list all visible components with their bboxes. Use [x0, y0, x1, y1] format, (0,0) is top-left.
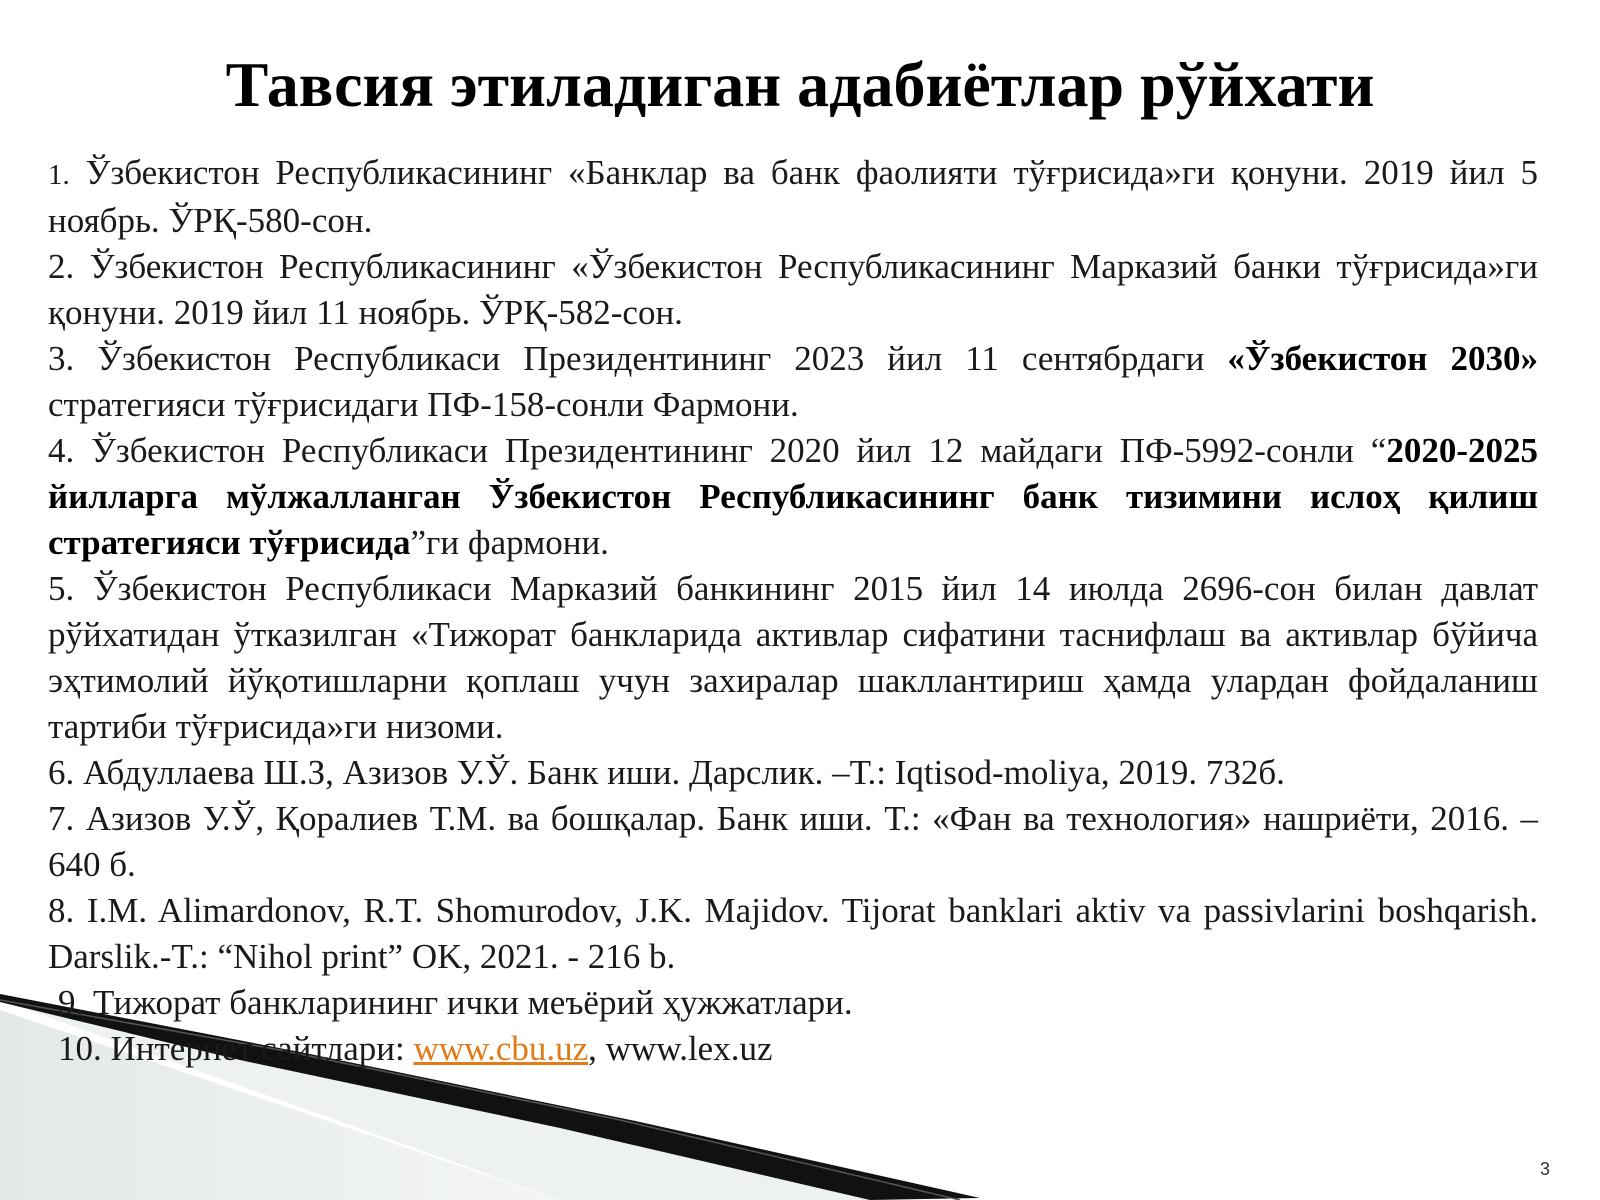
reference-item-5: 5. Ўзбекистон Республикаси Марказий банкининг 2015 йил 14 июлда 2696-сон билан давлат рўйхатидан ўтказилган «Тижорат банкларида активлар сифатини таснифлаш ва активлар бўйича эҳтимолий йўқотишларни қоплаш учун захиралар шакллантириш ҳамда улардан фойдаланиш тартиби тўғрисида»ги низоми. — [48, 569, 1538, 746]
reference-item-3 — [48, 336, 1538, 428]
reference-item-9: 9. Тижорат банкларининг ички меъёрий ҳужжатлари. — [58, 983, 853, 1022]
reference-item-4-tail: ”ги фармони. — [410, 523, 609, 562]
reference-item-1-number: 1. — [48, 159, 70, 191]
reference-item-6: 6. Абдуллаева Ш.З, Азизов У.Ў. Банк иши. Дарслик. –Т.: Iqtisod-moliya, 2019. 732б. — [48, 753, 1285, 792]
reference-item-7: 7. Азизов У.Ў, Қоралиев Т.М. ва бошқалар. Банк иши. Т.: «Фан ва технология» нашриёти, 2016. – 640 б. — [48, 799, 1538, 884]
slide-title: Тавсия этиладиган адабиётлар рўйхати — [225, 49, 1375, 120]
reference-item-4 — [48, 428, 1538, 566]
cbu-website-link[interactable]: www.cbu.uz — [413, 1029, 589, 1068]
reference-list — [48, 150, 1538, 1072]
reference-item-2: 2. Ўзбекистон Республикасининг «Ўзбекистон Республикасининг Марказий банки тўғрисида»ги қонуни. 2019 йил 11 ноябрь. ЎРҚ-582-сон. — [48, 247, 1538, 332]
page-number: 3 — [1539, 1159, 1550, 1179]
reference-item-1-text: Ўзбекистон Республикасининг «Банклар ва банк фаолияти тўғрисида»ги қонуни. 2019 йил 5 ноябрь. ЎРҚ-580-сон. — [48, 153, 1538, 240]
reference-item-3-text: 3. Ўзбекистон Республикаси Президентининг 2023 йил 11 сентябрдаги — [48, 339, 1228, 378]
reference-item-4-bold: 2020-2025 йилларга мўлжалланган Ўзбекистон Республикасининг банк тизимини ислоҳ қилиш стратегияси тўғрисида — [48, 431, 1538, 562]
reference-item-10 — [48, 1026, 1538, 1072]
reference-item-3-tail: стратегияси тўғрисидаги ПФ-158-сонли Фармони. — [48, 385, 799, 424]
reference-item-8: 8. I.M. Alimardonov, R.T. Shomurodov, J.K. Majidov. Tijorat banklari aktiv va passivlarini boshqarish. Darslik.-T.: “Nihol print” OK, 2021. - 216 b. — [48, 891, 1538, 976]
reference-item-10-tail: , www.lex.uz — [588, 1029, 773, 1068]
reference-item-10-text: 10. Интернет сайтлари: — [58, 1029, 414, 1068]
reference-item-1 — [48, 150, 1538, 244]
reference-item-3-bold: «Ўзбекистон 2030» — [1227, 339, 1538, 378]
reference-item-4-text: 4. Ўзбекистон Республикаси Президентининг 2020 йил 12 майдаги ПФ-5992-сонли “ — [48, 431, 1387, 470]
